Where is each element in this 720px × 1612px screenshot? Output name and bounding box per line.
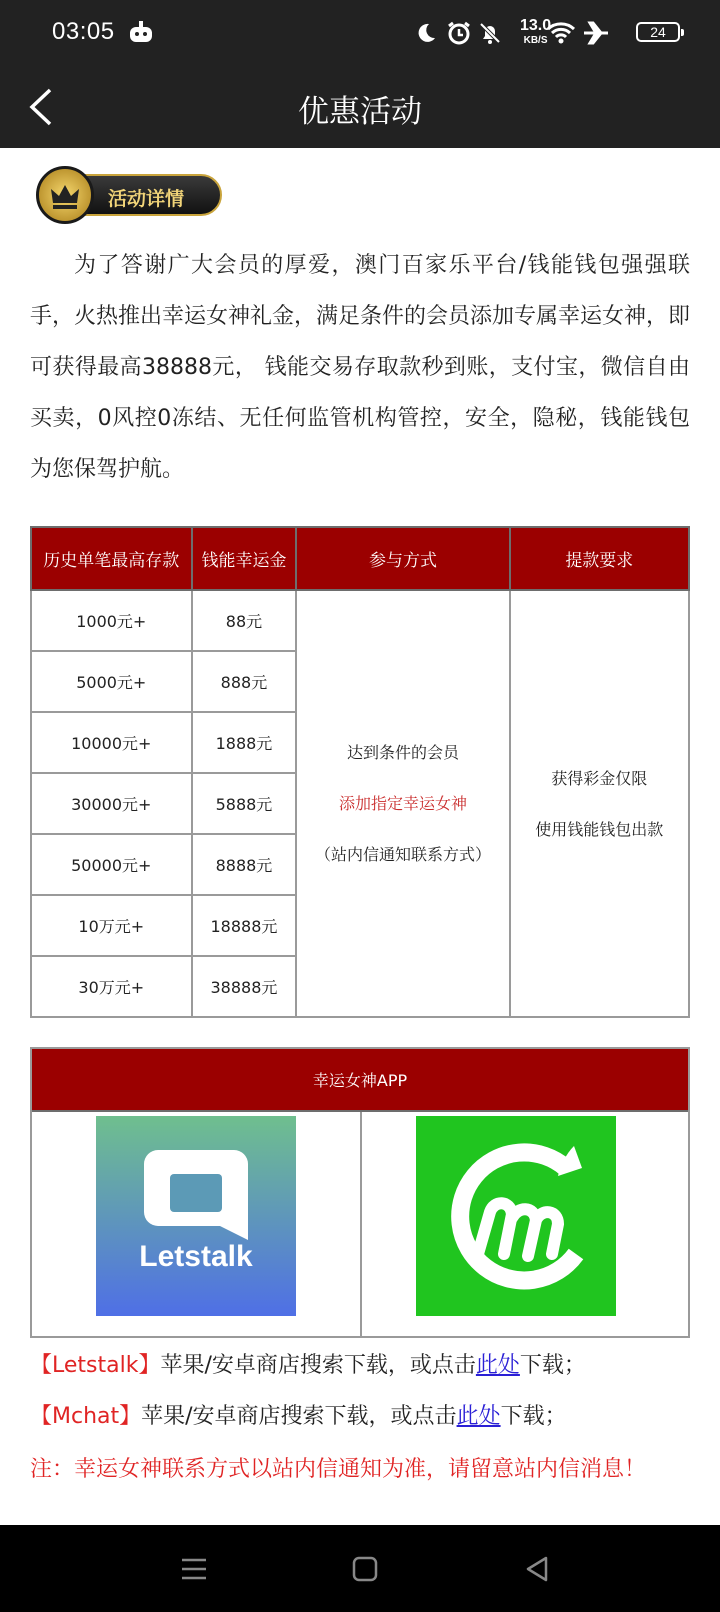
activity-details-badge	[36, 166, 222, 226]
battery-indicator: 24	[636, 22, 680, 42]
withdraw-cell	[510, 590, 689, 1017]
participation-cell	[296, 590, 509, 1017]
menu-icon[interactable]	[180, 1555, 208, 1583]
intro-paragraph: 为了答谢广大会员的厚爱，澳门百家乐平台/钱能钱包强强联手，火热推出幸运女神礼金，满足条件的会员添加专属幸运女神，即可获得最高38888元， 钱能交易存取款秒到账，支付宝，微信自由买卖，0风控0冻结、无任何监管机构管控，安全，隐秘，钱能钱包为您保驾护航。	[30, 253, 691, 482]
promo-table	[30, 526, 690, 1018]
robot-icon	[128, 20, 154, 44]
participation-note: （站内信通知联系方式）	[314, 845, 491, 864]
app-header	[0, 66, 720, 148]
notice-text: 注：幸运女神联系方式以站内信通知为准，请留意站内信消息！	[30, 1457, 647, 1482]
mchat-app-icon[interactable]	[416, 1116, 616, 1316]
alarm-icon	[446, 20, 472, 46]
letstalk-label: 【Letstalk】	[30, 1353, 161, 1378]
letstalk-download-link[interactable]: 此处	[475, 1353, 520, 1378]
col-header-bonus: 钱能幸运金	[192, 527, 297, 590]
download-suffix: 下载；	[500, 1404, 567, 1429]
col-header-deposit: 历史单笔最高存款	[31, 527, 192, 590]
bonus-cell: 18888元	[192, 895, 297, 956]
moon-icon	[414, 20, 438, 46]
airplane-icon	[582, 20, 610, 46]
bonus-cell: 38888元	[192, 956, 297, 1017]
mute-bell-icon	[478, 20, 502, 46]
apps-table	[30, 1047, 690, 1338]
bonus-cell: 5888元	[192, 773, 297, 834]
withdraw-line: 获得彩金仅限	[551, 768, 648, 788]
bonus-cell: 88元	[192, 590, 297, 651]
withdraw-line: 使用钱能钱包出款	[535, 819, 664, 839]
bonus-cell: 888元	[192, 651, 297, 712]
bonus-cell: 8888元	[192, 834, 297, 895]
participation-line: 达到条件的会员	[346, 743, 459, 762]
crown-emblem-icon	[36, 166, 94, 224]
deposit-cell: 30万元+	[31, 956, 192, 1017]
col-header-withdraw: 提款要求	[510, 527, 689, 590]
network-speed: 13.0 KB/S	[520, 17, 552, 46]
mchat-download-link[interactable]: 此处	[456, 1404, 501, 1429]
badge-label: 活动详情	[108, 188, 185, 210]
table-row	[31, 590, 689, 651]
system-nav-bar	[0, 1525, 720, 1612]
home-square-icon[interactable]	[352, 1555, 378, 1583]
apps-row	[32, 1112, 688, 1336]
deposit-cell: 1000元+	[31, 590, 192, 651]
participation-highlight: 添加指定幸运女神	[338, 794, 467, 813]
deposit-cell: 50000元+	[31, 834, 192, 895]
deposit-cell: 5000元+	[31, 651, 192, 712]
download-text: 苹果/安卓商店搜索下载，或点击	[160, 1353, 476, 1378]
bonus-cell: 1888元	[192, 712, 297, 773]
letstalk-app-icon[interactable]	[96, 1116, 296, 1316]
mchat-label: 【Mchat】	[30, 1404, 142, 1429]
letstalk-download-line	[30, 1348, 586, 1379]
deposit-cell: 10万元+	[31, 895, 192, 956]
deposit-cell: 10000元+	[31, 712, 192, 773]
status-time: 03:05	[52, 18, 115, 45]
deposit-cell: 30000元+	[31, 773, 192, 834]
mchat-download-line	[30, 1399, 567, 1430]
download-suffix: 下载；	[519, 1353, 586, 1378]
page-title: 优惠活动	[298, 94, 422, 130]
status-bar	[0, 0, 720, 66]
col-header-method: 参与方式	[296, 527, 509, 590]
download-text: 苹果/安卓商店搜索下载，或点击	[141, 1404, 457, 1429]
apps-table-header: 幸运女神APP	[32, 1049, 688, 1112]
table-header-row	[31, 527, 689, 590]
wifi-icon	[546, 20, 576, 46]
apps-divider	[360, 1112, 362, 1336]
svg-text:Letstalk: Letstalk	[139, 1240, 253, 1273]
back-triangle-icon[interactable]	[524, 1555, 550, 1583]
